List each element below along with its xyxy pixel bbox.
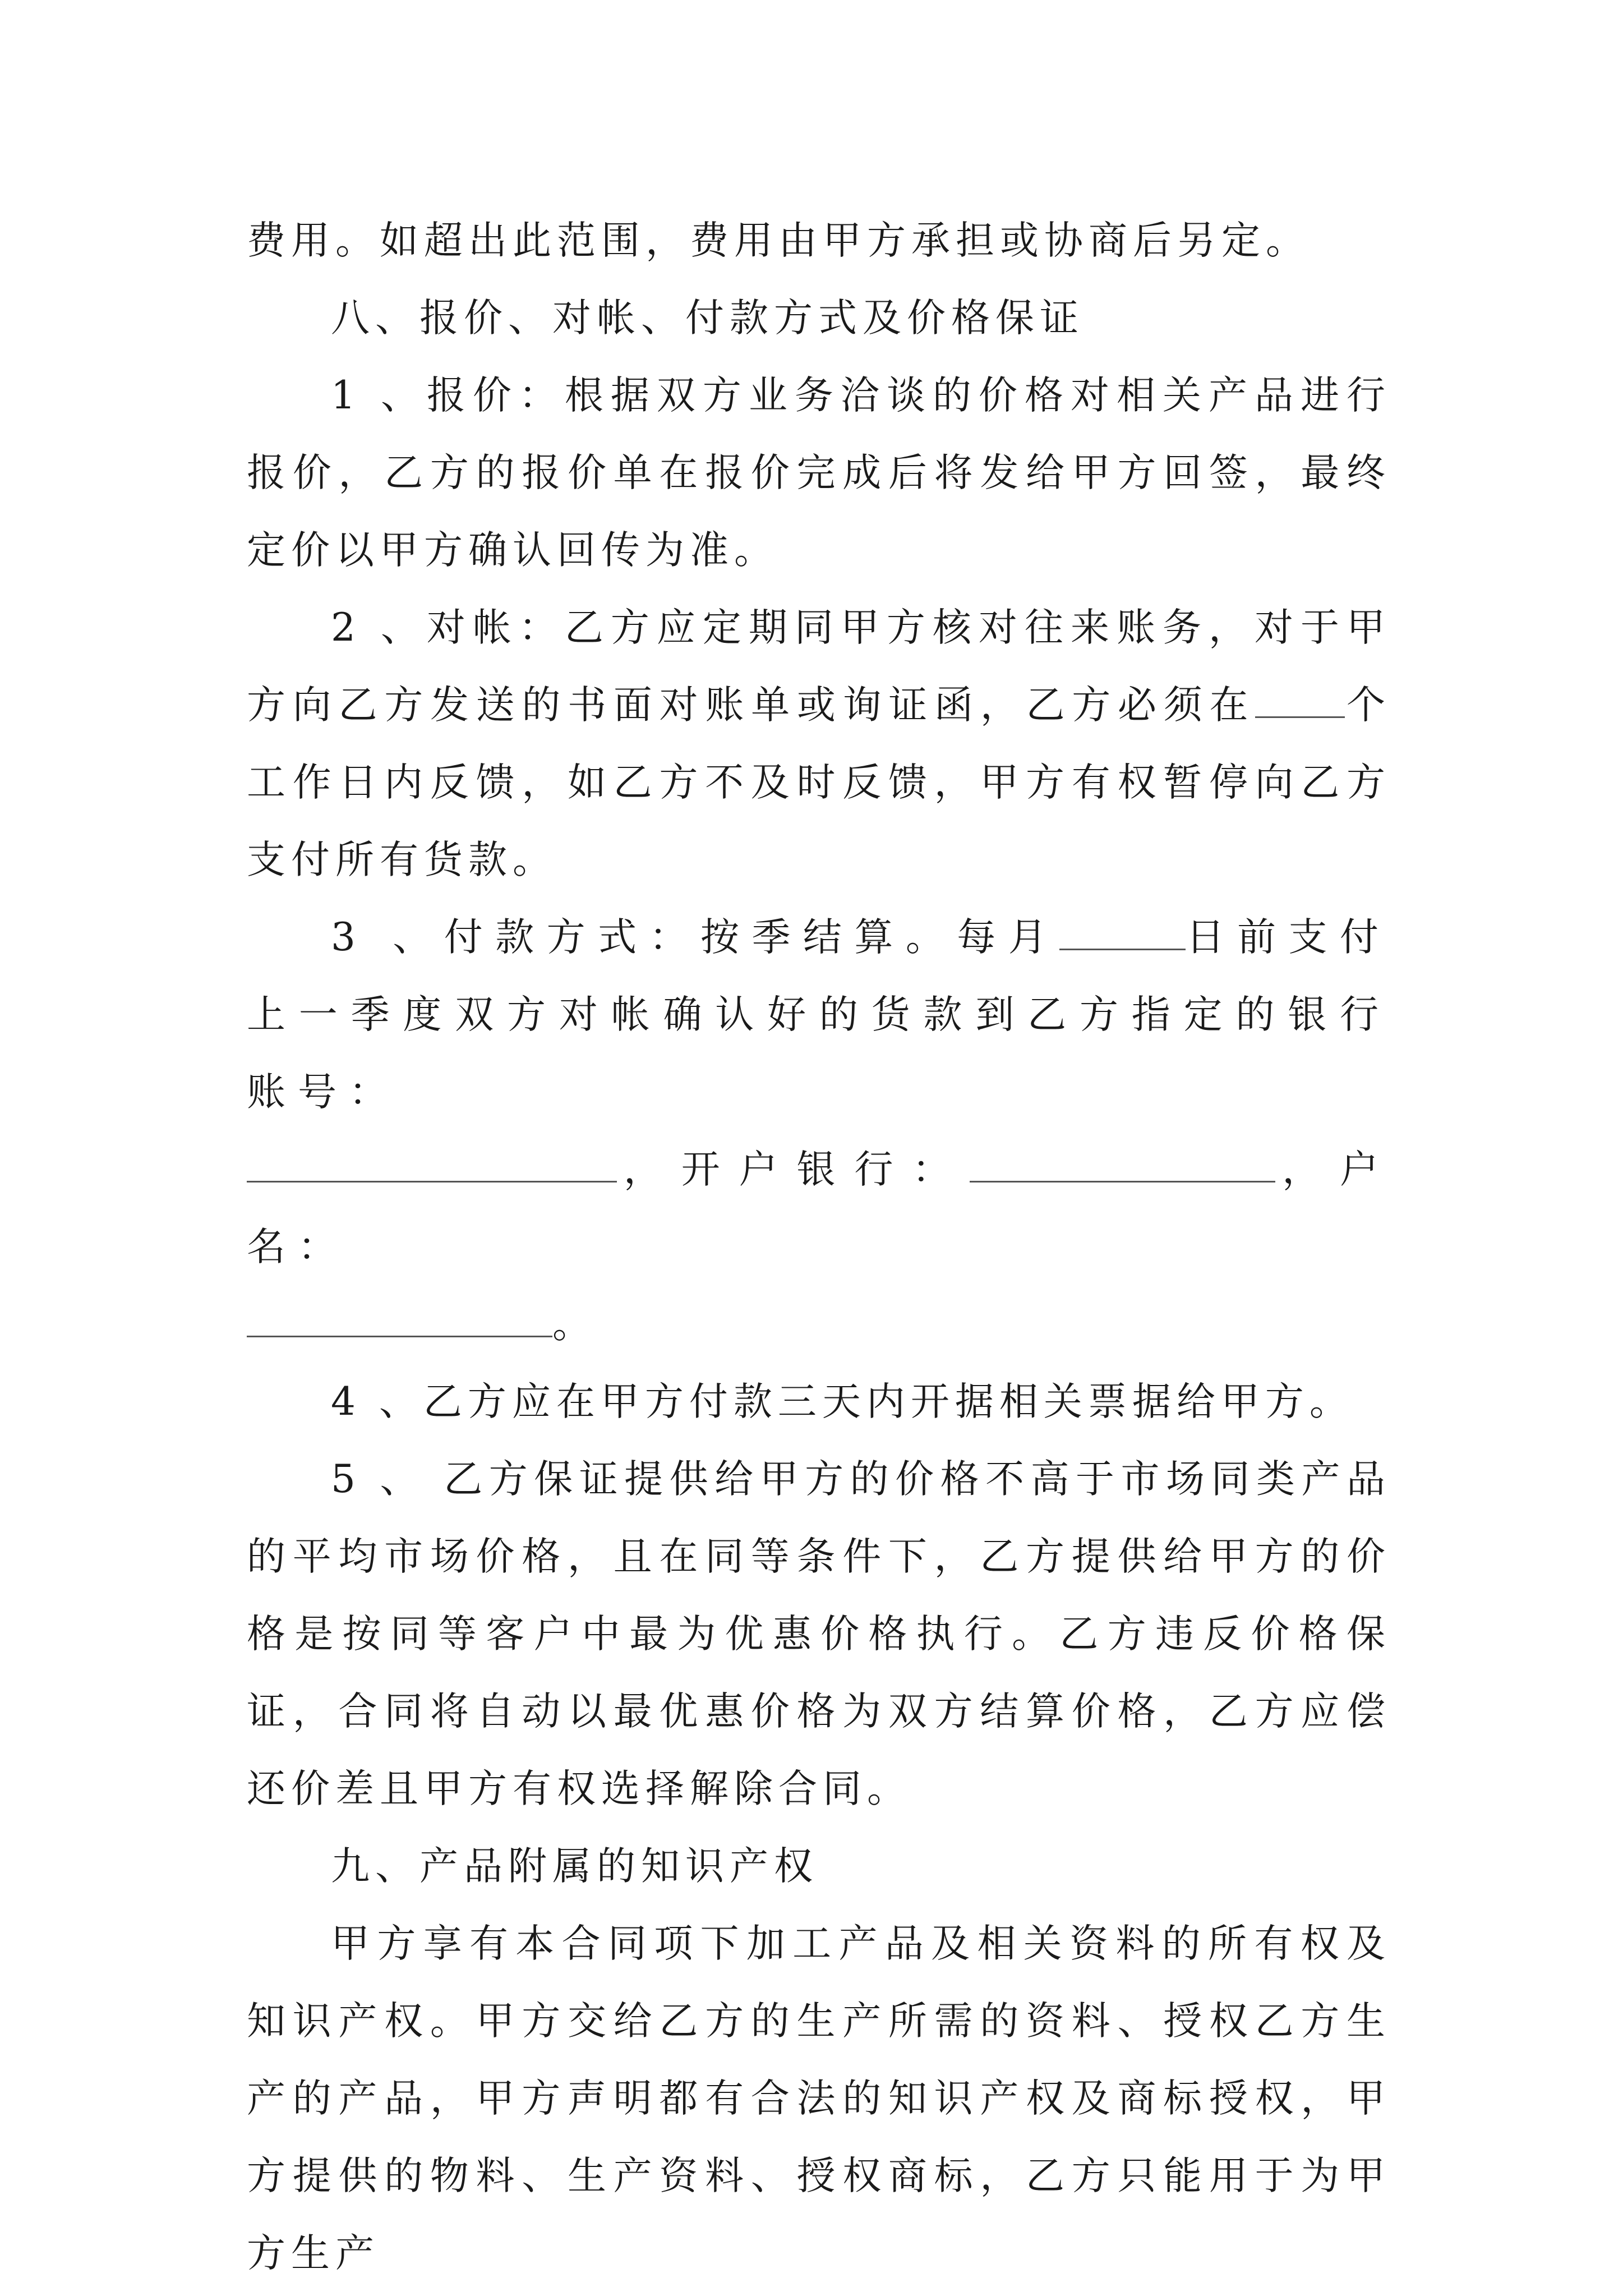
paragraph-continuation bbox=[247, 202, 1391, 279]
clause-quotation bbox=[247, 357, 1391, 589]
paragraph-text: 2 、对帐：乙方应定期同甲方核对往来账务，对于甲方向乙方发送的书面对账单或询证函，乙方必须在 bbox=[247, 605, 1391, 728]
paragraph-text: 1 、报价：根据双方业务洽谈的价格对相关产品进行报价，乙方的报价单在报价完成后将发给甲方回签，最终定价以甲方确认回传为准。 bbox=[247, 373, 1391, 573]
paragraph-text: 个工作日内反馈，如乙方不及时反馈，甲方有权暂停向乙方支付所有货款。 bbox=[247, 683, 1391, 882]
section-heading-9 bbox=[247, 1828, 1391, 1905]
paragraph-text: ，户名： bbox=[247, 1147, 1391, 1269]
heading-text: 八、报价、对帐、付款方式及价格保证 bbox=[331, 296, 1084, 341]
blank-bank-account bbox=[247, 1147, 617, 1182]
paragraph-text: 费用。如超出此范围，费用由甲方承担或协商后另定。 bbox=[247, 218, 1310, 263]
clause-payment-method bbox=[247, 899, 1391, 1363]
paragraph-text: 甲方享有本合同项下加工产品及相关资料的所有权及知识产权。甲方交给乙方的生产所需的资料、授权乙方生产的产品，甲方声明都有合法的知识产权及商标授权，甲方提供的物料、生产资料、授权商标，乙方只能用于为甲方生产 bbox=[247, 1921, 1391, 2276]
heading-text: 九、产品附属的知识产权 bbox=[331, 1844, 818, 1889]
paragraph-text: 3 、付款方式：按季结算。每月 bbox=[331, 915, 1060, 960]
clause-reconciliation bbox=[247, 589, 1391, 899]
document-body bbox=[247, 202, 1391, 2292]
blank-payment-day bbox=[1059, 915, 1186, 950]
blank-bank-name bbox=[970, 1147, 1275, 1182]
clause-price-guarantee bbox=[247, 1441, 1391, 1828]
paragraph-text: ，开户银行： bbox=[617, 1147, 970, 1192]
paragraph-text: 。 bbox=[552, 1302, 603, 1347]
blank-account-name bbox=[247, 1302, 552, 1337]
section-heading-8 bbox=[247, 279, 1391, 357]
blank-working-days bbox=[1255, 683, 1345, 718]
paragraph-text: 4 、乙方应在甲方付款三天内开据相关票据给甲方。 bbox=[331, 1379, 1354, 1424]
paragraph-text: 日前支付上一季度双方对帐确认好的货款到乙方指定的银行账号： bbox=[247, 915, 1391, 1115]
clause-invoice bbox=[247, 1363, 1391, 1441]
clause-intellectual-property bbox=[247, 1905, 1391, 2292]
paragraph-text: 5 、 乙方保证提供给甲方的价格不高于市场同类产品的平均市场价格，且在同等条件下，乙方提供给甲方的价格是按同等客户中最为优惠价格执行。乙方违反价格保证，合同将自动以最优惠价格为双方结算价格，乙方应偿还价差且甲方有权选择解除合同。 bbox=[247, 1457, 1391, 1811]
